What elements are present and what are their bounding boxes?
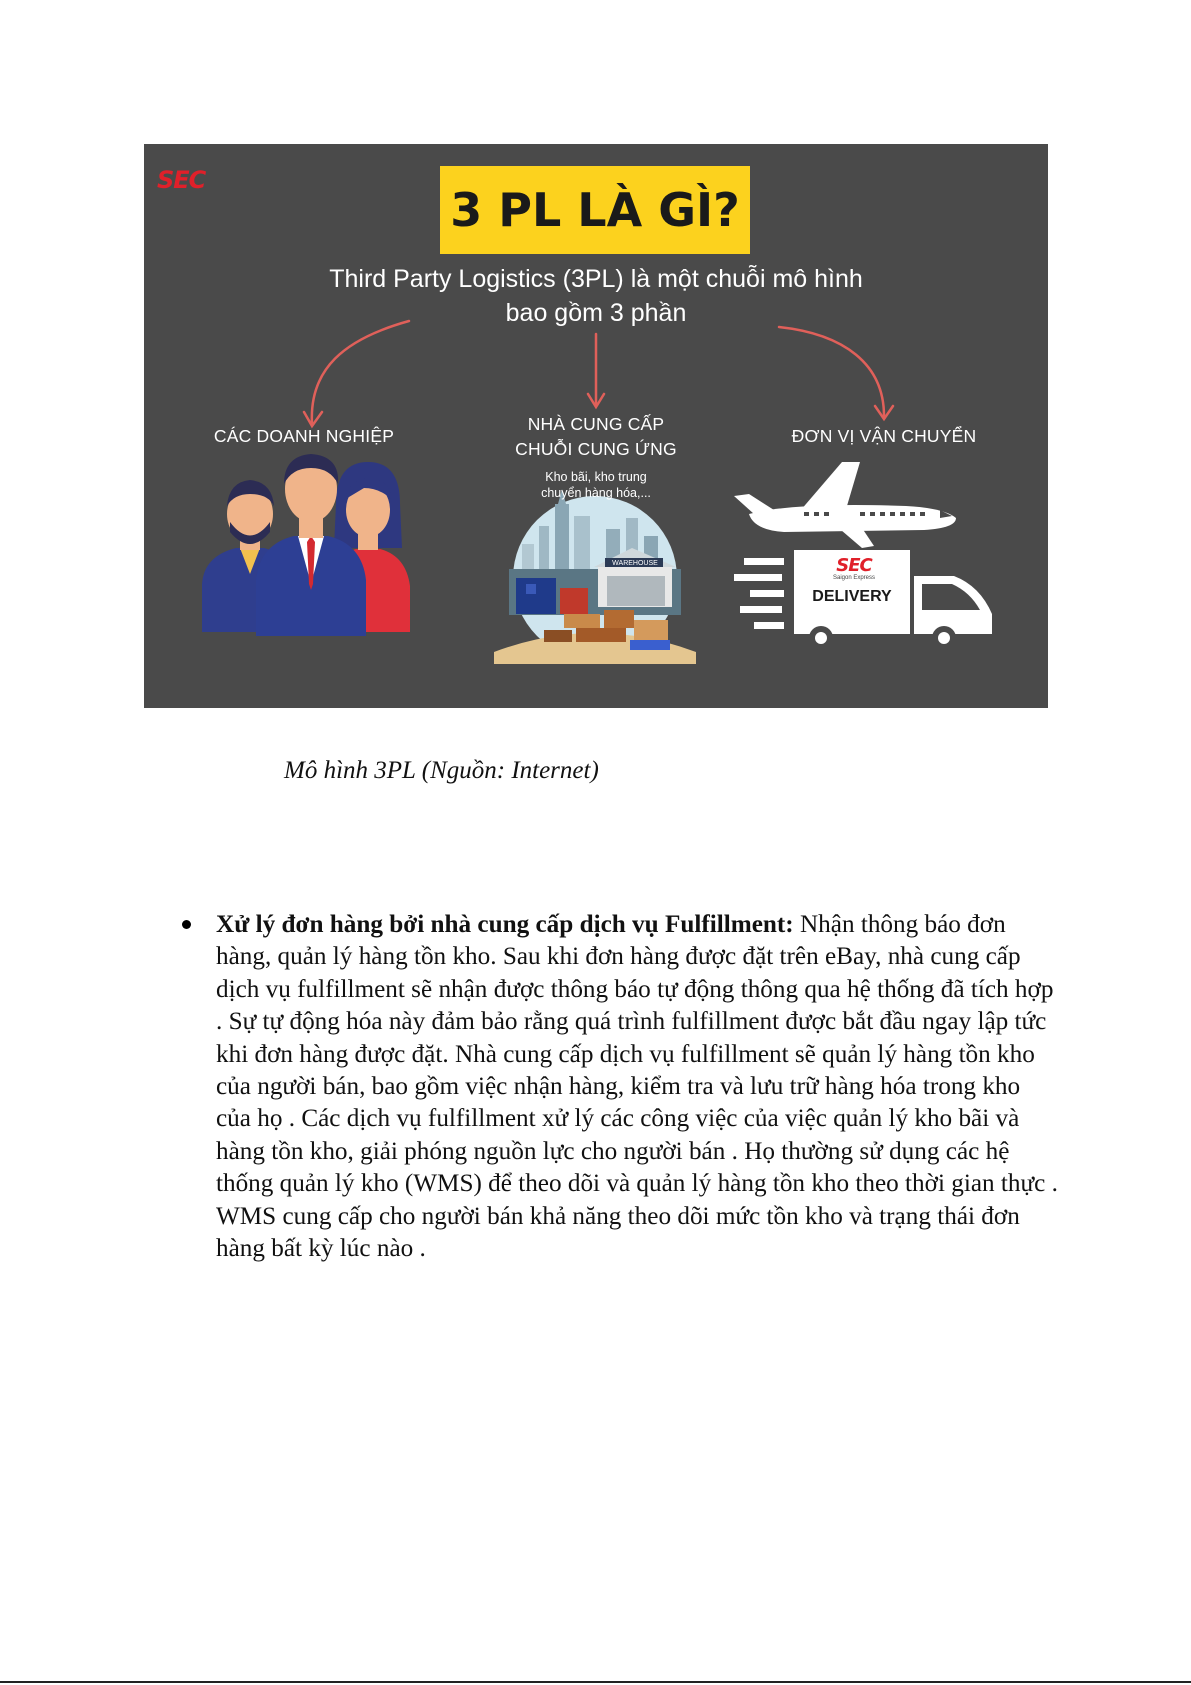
col-supply-chain-note-1: Kho bãi, kho trung <box>545 470 647 484</box>
page-bottom-rule <box>0 1681 1191 1683</box>
figure-caption: Mô hình 3PL (Nguồn: Internet) <box>284 757 599 784</box>
infographic-title: 3 PL LÀ GÌ? <box>440 166 750 254</box>
col-supply-chain-line-1: NHÀ CUNG CẤP <box>527 414 665 434</box>
subtitle-line-2: bao gồm 3 phần <box>505 299 687 327</box>
bullet-body: Nhận thông báo đơn hàng, quản lý hàng tồn kho. Sau khi đơn hàng được đặt trên eBay, nhà cung cấp dịch vụ fulfillment sẽ nhận được thông báo tự động thông qua hệ thống đã tích hợp . Sự tự động hóa này đảm bảo rằng quá trình fulfillment được bắt đầu ngay lập tức khi đơn hàng được đặt. Nhà cung cấp dịch vụ fulfillment sẽ quản lý hàng tồn kho của người bán, bao gồm việc nhận hàng, kiểm tra và lưu trữ hàng hóa trong kho của họ . Các dịch vụ fulfillment xử lý các công việc của việc quản lý kho bãi và hàng tồn kho, giải phóng nguồn lực cho người bán . Họ thường sử dụng các hệ thống quản lý kho (WMS) để theo dõi và quản lý hàng tồn kho theo thời gian thực . WMS cung cấp cho người bán khả năng theo dõi mức tồn kho và trạng thái đơn hàng bất kỳ lúc nào . <box>216 911 1058 1263</box>
infographic-3pl <box>144 144 1048 708</box>
col-supply-chain-note-2: chuyển hàng hóa,... <box>541 486 651 500</box>
infographic-subtitle <box>264 262 928 330</box>
sec-logo: SEC <box>157 166 206 194</box>
business-people-icon <box>202 454 410 636</box>
col-supply-chain-note <box>494 469 698 501</box>
warehouse-illustration-icon <box>494 489 696 664</box>
arrow-left <box>312 321 409 424</box>
truck-delivery-text: DELIVERY <box>812 588 892 605</box>
warehouse-sign: WAREHOUSE <box>612 560 658 567</box>
col-supply-chain-line-2: CHUỖI CUNG ỨNG <box>515 439 677 459</box>
airplane-icon <box>734 462 956 548</box>
truck-sec-logo: SEC <box>836 555 872 576</box>
bullet-paragraph <box>216 909 1058 1265</box>
col-businesses-label: CÁC DOANH NGHIỆP <box>213 426 395 446</box>
bullet-dot-icon <box>182 920 191 929</box>
subtitle-line-1: Third Party Logistics (3PL) là một chuỗi mô hình <box>329 265 863 293</box>
truck-tagline: Saigon Express <box>832 575 876 581</box>
col-carrier-label: ĐƠN VỊ VẬN CHUYỂN <box>791 426 977 446</box>
arrow-right <box>779 327 884 416</box>
bullet-lead: Xử lý đơn hàng bởi nhà cung cấp dịch vụ Fulfillment: <box>216 911 794 938</box>
col-supply-chain-label <box>464 412 728 462</box>
